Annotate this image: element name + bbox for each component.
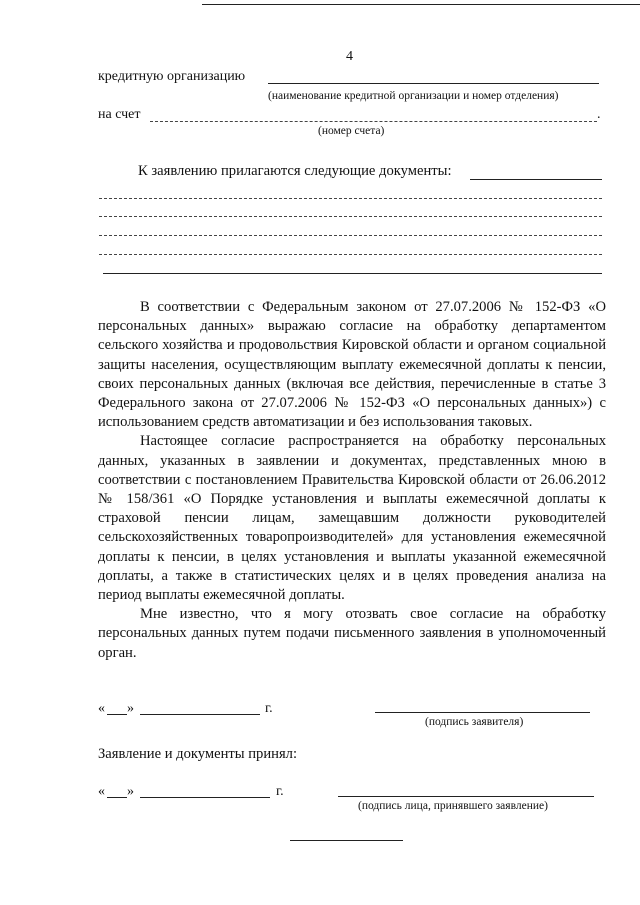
applicant-signature-line [375,712,590,713]
account-end-mark: . [597,107,601,122]
applicant-signature-hint: (подпись заявителя) [425,716,524,728]
acceptance-date-day-line [107,797,127,798]
top-rule [202,4,640,5]
consent-text [98,298,606,663]
page-number: 4 [346,49,353,64]
acceptance-heading: Заявление и документы принял: [98,746,298,762]
applicant-year-suffix: г. [265,701,273,716]
acceptance-date-month-line [140,797,270,798]
account-label: на счет [98,107,141,122]
applicant-date-day-close: » [127,701,134,716]
account-field-line [150,121,597,122]
attachments-line-3 [99,235,602,236]
acceptance-signature-hint: (подпись лица, принявшего заявление) [358,800,548,812]
acceptance-date-day-open: « [98,784,105,799]
attachments-heading: К заявлению прилагаются следующие документы: [138,163,452,179]
attachments-line-2 [99,216,602,217]
consent-paragraph-1: В соответствии с Федеральным законом от 27.07.2006 № 152-ФЗ «О персональных данных» выражаю согласие на обработку департаментом сельского хозяйства и продовольствия Кировской области и органом социальной защиты населения, осуществляющим выплату ежемесячной доплаты к пенсии, своих персональных данных (включая все действия, перечисленные в статье 3 Федерального закона от 27.07.2006 № 152-ФЗ «О персональных данных») с использованием средств автоматизации и без использования таковых. [98,299,606,431]
bank-field-line [268,83,599,84]
attachments-line-4 [99,254,602,255]
applicant-date-month-line [140,714,260,715]
applicant-date-day-open: « [98,701,105,716]
acceptance-signature-line [338,796,594,797]
bank-label: кредитную организацию [98,69,246,84]
consent-paragraph-3: Мне известно, что я могу отозвать свое согласие на обработку персональных данных путем подачи письменного заявления в уполномоченный орган. [98,606,606,661]
bottom-rule [290,840,403,841]
account-hint: (номер счета) [318,125,385,137]
attachments-line-1 [99,198,602,199]
consent-paragraph-2: Настоящее согласие распространяется на обработку персональных данных, указанных в заявлении и документах, представленных мною в соответствии с постановлением Правительства Кировской области от 26.06.2012 № 158/361 «О Порядке установления и выплаты ежемесячной доплаты к страховой пенсии лицам, замещавшим должности руководителей сельскохозяйственных товаропроизводителей» для установления ежемесячной доплаты к пенсии, в целях установления и выплаты указанной ежемесячной доплаты, а также в статистических целях и в целях проведения анализа на период выплаты ежемесячной доплаты. [98,433,606,604]
acceptance-date-day-close: » [127,784,134,799]
attachments-line-5 [103,273,602,274]
bank-hint: (наименование кредитной организации и номер отделения) [268,90,559,102]
applicant-date-day-line [107,714,127,715]
attachments-heading-line [470,179,602,180]
acceptance-year-suffix: г. [276,784,284,799]
